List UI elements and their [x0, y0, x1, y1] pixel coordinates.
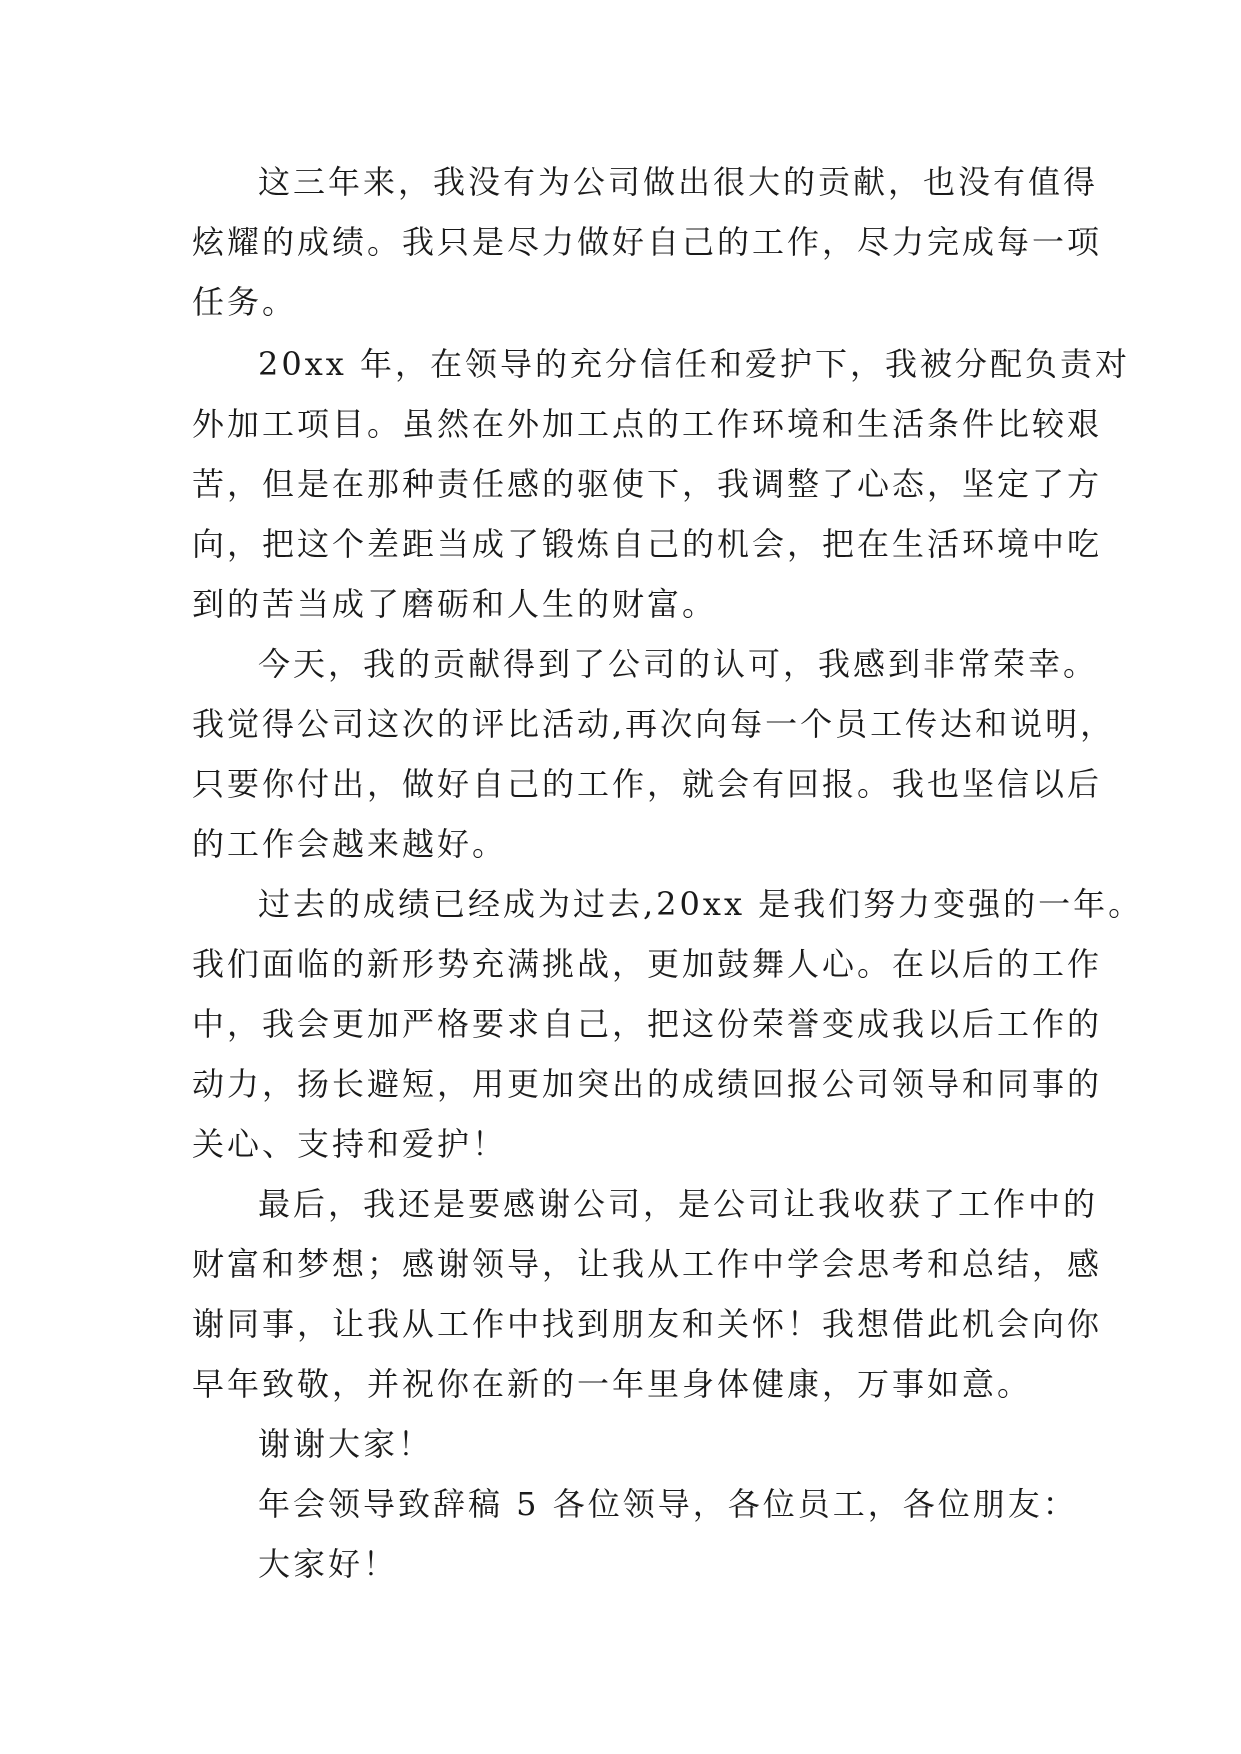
paragraph-line: 20xx 年，在领导的充分信任和爱护下，我被分配负责对 — [258, 345, 1130, 383]
paragraph-line: 最后，我还是要感谢公司，是公司让我收获了工作中的 — [258, 1185, 1099, 1223]
paragraph-line: 我们面临的新形势充满挑战，更加鼓舞人心。在以后的工作 — [192, 945, 1103, 983]
paragraph-line: 外加工项目。虽然在外加工点的工作环境和生活条件比较艰 — [192, 405, 1103, 443]
paragraph-line: 只要你付出，做好自己的工作，就会有回报。我也坚信以后 — [192, 765, 1103, 803]
paragraph-line: 年会领导致辞稿 5 各位领导，各位员工，各位朋友： — [258, 1485, 1078, 1523]
paragraph-line: 动力，扬长避短，用更加突出的成绩回报公司领导和同事的 — [192, 1065, 1103, 1103]
paragraph-line: 谢谢大家！ — [258, 1425, 434, 1463]
paragraph-line: 中，我会更加严格要求自己，把这份荣誉变成我以后工作的 — [192, 1005, 1103, 1043]
paragraph-line: 今天，我的贡献得到了公司的认可，我感到非常荣幸。 — [258, 645, 1099, 683]
paragraph-line: 苦，但是在那种责任感的驱使下，我调整了心态，坚定了方 — [192, 465, 1103, 503]
paragraph-line: 这三年来，我没有为公司做出很大的贡献，也没有值得 — [258, 163, 1099, 201]
paragraph-line: 任务。 — [192, 283, 298, 321]
paragraph-line: 谢同事，让我从工作中找到朋友和关怀！我想借此机会向你 — [192, 1305, 1103, 1343]
paragraph-line: 财富和梦想；感谢领导，让我从工作中学会思考和总结，感 — [192, 1245, 1103, 1283]
paragraph-line: 我觉得公司这次的评比活动,再次向每一个员工传达和说明， — [192, 705, 1116, 743]
paragraph-line: 向，把这个差距当成了锻炼自己的机会，把在生活环境中吃 — [192, 525, 1103, 563]
paragraph-line: 炫耀的成绩。我只是尽力做好自己的工作，尽力完成每一项 — [192, 223, 1103, 261]
paragraph-line: 过去的成绩已经成为过去,20xx 是我们努力变强的一年。 — [258, 885, 1144, 923]
paragraph-line: 到的苦当成了磨砺和人生的财富。 — [192, 585, 718, 623]
paragraph-line: 早年致敬，并祝你在新的一年里身体健康，万事如意。 — [192, 1365, 1033, 1403]
paragraph-line: 的工作会越来越好。 — [192, 825, 508, 863]
paragraph-line: 关心、支持和爱护！ — [192, 1125, 508, 1163]
paragraph-line: 大家好！ — [258, 1545, 399, 1583]
